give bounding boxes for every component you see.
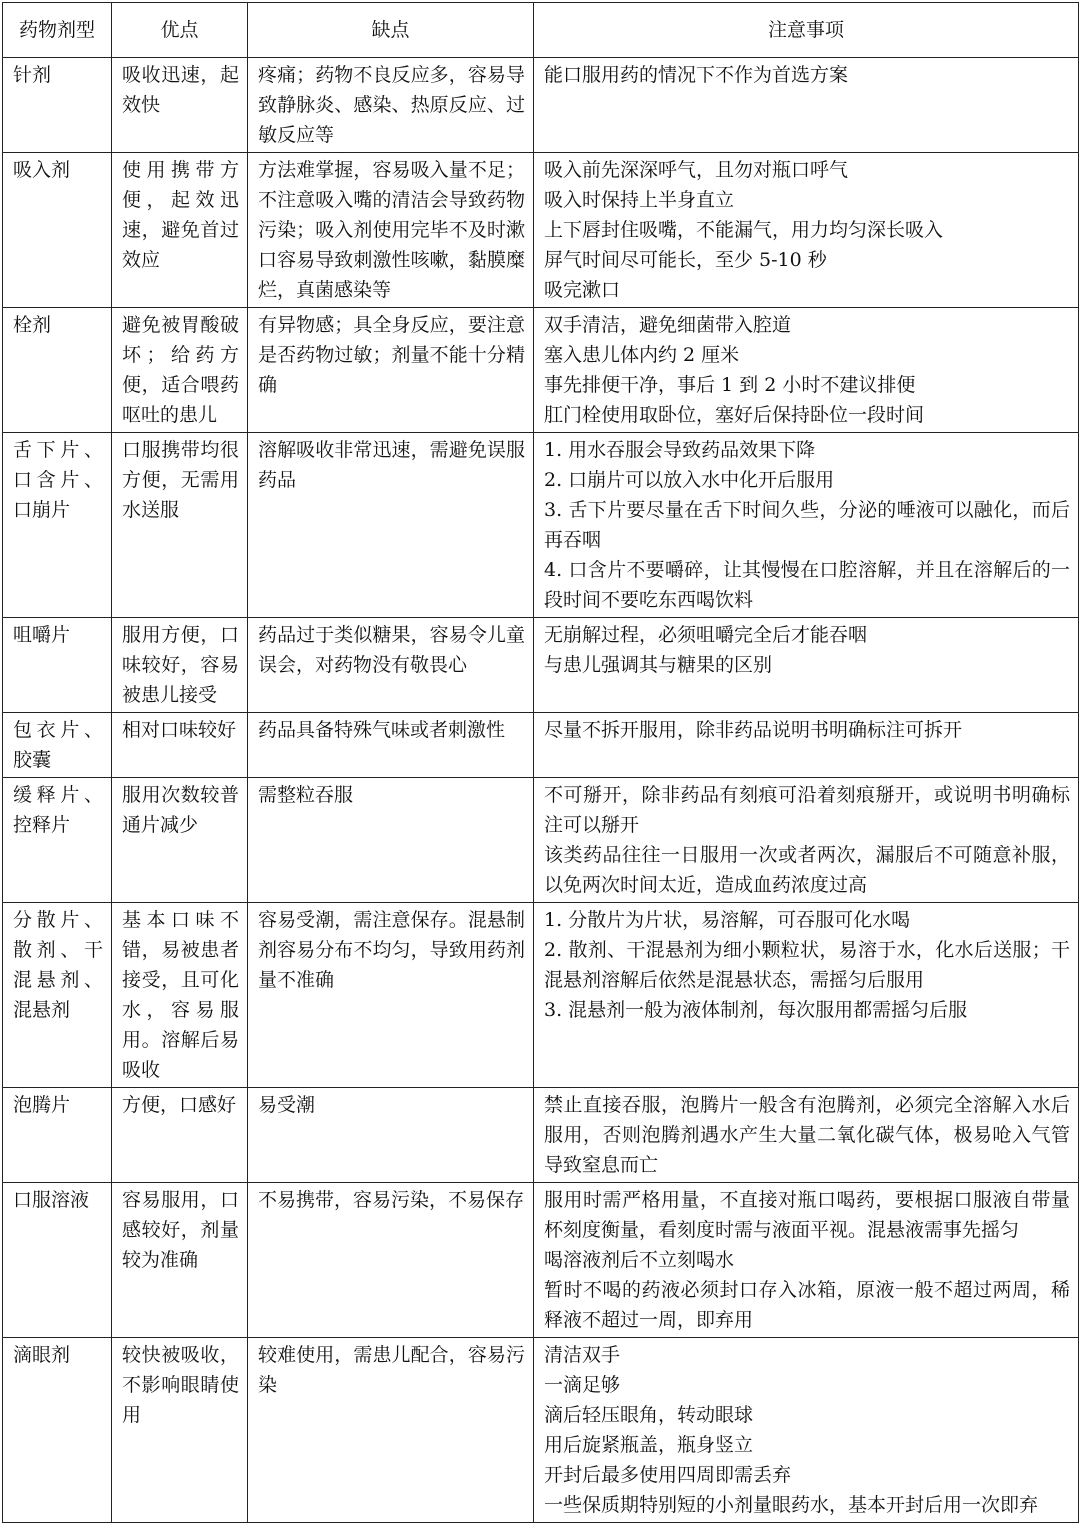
note-line: 上下唇封住吸嘴，不能漏气，用力均匀深长吸入 <box>544 219 944 241</box>
note-line: 吸入前先深深呼气，且勿对瓶口呼气 <box>544 159 849 181</box>
cell-notes <box>534 903 1079 1088</box>
cell-dosage-form: 舌下片、口含片、口崩片 <box>3 433 112 618</box>
cell-pros: 服用方便，口味较好，容易被患儿接受 <box>112 618 248 713</box>
cell-cons: 容易受潮，需注意保存。混悬制剂容易分布不均匀，导致用药剂量不准确 <box>248 903 534 1088</box>
cell-dosage-form: 缓释片、控释片 <box>3 778 112 903</box>
cell-cons: 方法难掌握，容易吸入量不足；不注意吸入嘴的清洁会导致药物污染；吸入剂使用完毕不及时漱口容易导致刺激性咳嗽，黏膜糜烂，真菌感染等 <box>248 153 534 308</box>
cell-notes <box>534 778 1079 903</box>
note-line: 能口服用药的情况下不作为首选方案 <box>544 64 849 86</box>
cell-notes <box>534 433 1079 618</box>
cell-notes <box>534 58 1079 153</box>
table-row <box>3 308 1079 433</box>
note-line: 开封后最多使用四周即需丢弃 <box>544 1464 792 1486</box>
note-line: 1. 用水吞服会导致药品效果下降 <box>544 439 816 461</box>
header-notes: 注意事项 <box>534 3 1079 58</box>
table-row <box>3 58 1079 153</box>
cell-cons: 需整粒吞服 <box>248 778 534 903</box>
cell-cons: 药品具备特殊气味或者刺激性 <box>248 713 534 778</box>
cell-notes <box>534 713 1079 778</box>
note-line: 屏气时间尽可能长，至少 5-10 秒 <box>544 249 827 271</box>
note-line: 双手清洁，避免细菌带入腔道 <box>544 314 792 336</box>
note-line: 滴后轻压眼角，转动眼球 <box>544 1404 754 1426</box>
table-row <box>3 1338 1079 1523</box>
cell-cons: 疼痛；药物不良反应多，容易导致静脉炎、感染、热原反应、过敏反应等 <box>248 58 534 153</box>
cell-dosage-form: 针剂 <box>3 58 112 153</box>
note-line: 暂时不喝的药液必须封口存入冰箱，原液一般不超过两周，稀释液不超过一周，即弃用 <box>544 1279 1070 1331</box>
note-line: 吸入时保持上半身直立 <box>544 189 735 211</box>
note-line: 一些保质期特别短的小剂量眼药水，基本开封后用一次即弃 <box>544 1494 1039 1516</box>
cell-pros: 服用次数较普通片减少 <box>112 778 248 903</box>
note-line: 吸完漱口 <box>544 279 621 301</box>
note-line: 2. 散剂、干混悬剂为细小颗粒状，易溶于水，化水后送服；干混悬剂溶解后依然是混悬状态，需摇匀后服用 <box>544 939 1070 991</box>
cell-dosage-form: 泡腾片 <box>3 1088 112 1183</box>
cell-cons: 有异物感；具全身反应，要注意是否药物过敏；剂量不能十分精确 <box>248 308 534 433</box>
cell-cons: 药品过于类似糖果，容易令儿童误会，对药物没有敬畏心 <box>248 618 534 713</box>
header-pros: 优点 <box>112 3 248 58</box>
table-body <box>3 58 1079 1523</box>
cell-pros: 方便，口感好 <box>112 1088 248 1183</box>
cell-pros: 较快被吸收，不影响眼睛使用 <box>112 1338 248 1523</box>
table-row <box>3 903 1079 1088</box>
cell-cons: 不易携带，容易污染，不易保存 <box>248 1183 534 1338</box>
note-line: 3. 混悬剂一般为液体制剂，每次服用都需摇匀后服 <box>544 999 968 1021</box>
dosage-form-table <box>2 2 1079 1523</box>
table-row <box>3 1183 1079 1338</box>
cell-dosage-form: 吸入剂 <box>3 153 112 308</box>
cell-notes <box>534 1338 1079 1523</box>
note-line: 喝溶液剂后不立刻喝水 <box>544 1249 735 1271</box>
note-line: 事先排便干净，事后 1 到 2 小时不建议排便 <box>544 374 916 396</box>
cell-dosage-form: 栓剂 <box>3 308 112 433</box>
table-row <box>3 778 1079 903</box>
cell-dosage-form: 分散片、散剂、干混悬剂、混悬剂 <box>3 903 112 1088</box>
table-row <box>3 433 1079 618</box>
table-header-row <box>3 3 1079 58</box>
cell-dosage-form: 口服溶液 <box>3 1183 112 1338</box>
header-form: 药物剂型 <box>3 3 112 58</box>
table-row <box>3 1088 1079 1183</box>
note-line: 一滴足够 <box>544 1374 621 1396</box>
note-line: 不可掰开，除非药品有刻痕可沿着刻痕掰开，或说明书明确标注可以掰开 <box>544 784 1070 836</box>
cell-notes <box>534 153 1079 308</box>
table-row <box>3 618 1079 713</box>
note-line: 该类药品往往一日服用一次或者两次，漏服后不可随意补服，以免两次时间太近，造成血药浓度过高 <box>544 844 1070 896</box>
cell-cons: 易受潮 <box>248 1088 534 1183</box>
cell-notes <box>534 1183 1079 1338</box>
note-line: 清洁双手 <box>544 1344 621 1366</box>
note-line: 肛门栓使用取卧位，塞好后保持卧位一段时间 <box>544 404 925 426</box>
cell-dosage-form: 滴眼剂 <box>3 1338 112 1523</box>
cell-notes <box>534 1088 1079 1183</box>
cell-pros: 使用携带方便，起效迅速，避免首过效应 <box>112 153 248 308</box>
header-cons: 缺点 <box>248 3 534 58</box>
cell-cons: 溶解吸收非常迅速，需避免误服药品 <box>248 433 534 618</box>
note-line: 塞入患儿体内约 2 厘米 <box>544 344 740 366</box>
cell-pros: 口服携带均很方便，无需用水送服 <box>112 433 248 618</box>
note-line: 4. 口含片不要嚼碎，让其慢慢在口腔溶解，并且在溶解后的一段时间不要吃东西喝饮料 <box>544 559 1070 611</box>
note-line: 尽量不拆开服用，除非药品说明书明确标注可拆开 <box>544 719 963 741</box>
cell-cons: 较难使用，需患儿配合，容易污染 <box>248 1338 534 1523</box>
note-line: 2. 口崩片可以放入水中化开后服用 <box>544 469 835 491</box>
note-line: 3. 舌下片要尽量在舌下时间久些，分泌的唾液可以融化，而后再吞咽 <box>544 499 1070 551</box>
table-row <box>3 153 1079 308</box>
cell-notes <box>534 618 1079 713</box>
note-line: 服用时需严格用量，不直接对瓶口喝药，要根据口服液自带量杯刻度衡量，看刻度时需与液面平视。混悬液需事先摇匀 <box>544 1189 1070 1241</box>
cell-pros: 基本口味不错，易被患者接受，且可化水，容易服用。溶解后易吸收 <box>112 903 248 1088</box>
cell-pros: 吸收迅速，起效快 <box>112 58 248 153</box>
cell-notes <box>534 308 1079 433</box>
table-row <box>3 713 1079 778</box>
cell-pros: 避免被胃酸破坏；给药方便，适合喂药呕吐的患儿 <box>112 308 248 433</box>
note-line: 禁止直接吞服，泡腾片一般含有泡腾剂，必须完全溶解入水后服用，否则泡腾剂遇水产生大量二氧化碳气体，极易呛入气管导致窒息而亡 <box>544 1094 1070 1176</box>
note-line: 用后旋紧瓶盖，瓶身竖立 <box>544 1434 754 1456</box>
cell-dosage-form: 包衣片、胶囊 <box>3 713 112 778</box>
cell-pros: 相对口味较好 <box>112 713 248 778</box>
note-line: 与患儿强调其与糖果的区别 <box>544 654 773 676</box>
note-line: 1. 分散片为片状，易溶解，可吞服可化水喝 <box>544 909 911 931</box>
cell-dosage-form: 咀嚼片 <box>3 618 112 713</box>
note-line: 无崩解过程，必须咀嚼完全后才能吞咽 <box>544 624 868 646</box>
cell-pros: 容易服用，口感较好，剂量较为准确 <box>112 1183 248 1338</box>
